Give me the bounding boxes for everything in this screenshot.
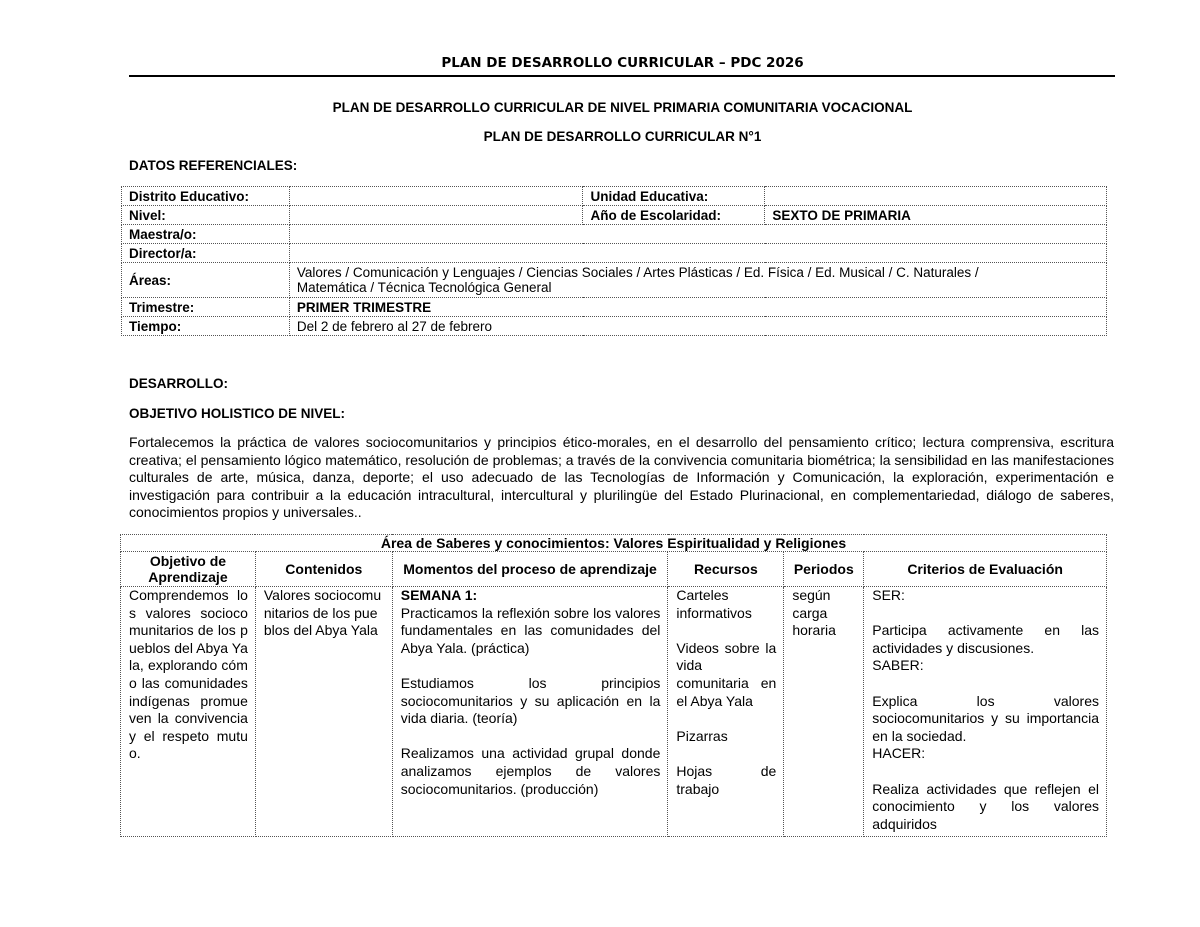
trimestre-value: PRIMER TRIMESTRE	[289, 298, 1106, 317]
momentos-cell	[392, 587, 668, 837]
header-contenidos: Contenidos	[255, 552, 392, 587]
periodos-cell	[784, 587, 864, 837]
section-desarrollo: DESARROLLO:	[129, 376, 228, 391]
director-label: Director/a:	[122, 244, 290, 263]
distrito-value	[289, 187, 583, 206]
criterio-hacer-text: Realiza actividades que reflejen el conocimiento y los valores adquiridos	[872, 780, 1099, 832]
unidad-label: Unidad Educativa:	[583, 187, 765, 206]
objetivo-cell	[121, 587, 256, 837]
anio-value: SEXTO DE PRIMARIA	[765, 206, 1107, 225]
document-subtitle: PLAN DE DESARROLLO CURRICULAR N°1	[483, 129, 762, 144]
content-row	[121, 587, 1107, 837]
semana-label: SEMANA 1:	[400, 587, 478, 603]
criterio-saber-text: Explica los valores sociocomunitarios y su importancia en la sociedad.	[872, 692, 1099, 744]
areas-value	[289, 263, 1106, 298]
page-header-title: PLAN DE DESARROLLO CURRICULAR – PDC 2026	[441, 55, 804, 71]
objetivo-text: Comprendemos los valores sociocomunitarios de los pueblos del Abya Yala, explorando cómo las comunidades indígenas promueven la convivencia y el respeto mutuo.	[129, 587, 248, 762]
criterio-ser-text: Participa activamente en las actividades y discusiones.	[872, 622, 1099, 656]
areas-value-line2: Matemática / Técnica Tecnológica General	[296, 280, 552, 295]
ref-row-nivel	[122, 206, 1107, 225]
unidad-value	[765, 187, 1107, 206]
header-periodos: Periodos	[784, 552, 864, 587]
recurso-hojas: Hojas de trabajo	[676, 762, 777, 797]
header-recursos: Recursos	[668, 552, 784, 587]
ref-row-areas	[122, 263, 1107, 298]
areas-label: Áreas:	[122, 263, 290, 298]
header-objetivo: Objetivo de Aprendizaje	[121, 552, 256, 587]
section-datos-referenciales: DATOS REFERENCIALES:	[129, 158, 298, 173]
referential-data-table	[121, 186, 1107, 336]
ref-row-director	[122, 244, 1107, 263]
periodos-text: según carga horaria	[792, 587, 836, 639]
tiempo-label: Tiempo:	[122, 317, 290, 336]
nivel-label: Nivel:	[122, 206, 290, 225]
momento-produccion: Realizamos una actividad grupal donde analizamos ejemplos de valores sociocomunitarios. (producción)	[400, 745, 661, 797]
momento-practica: Practicamos la reflexión sobre los valores fundamentales en las comunidades del Abya Yala. (práctica)	[400, 604, 661, 656]
area-title-row	[121, 535, 1107, 552]
area-title: Área de Saberes y conocimientos: Valores Espiritualidad y Religiones	[121, 535, 1107, 552]
momento-teoria: Estudiamos los principios sociocomunitarios y su aplicación en la vida diaria. (teoría)	[400, 674, 661, 727]
contenidos-text: Valores sociocomunitarios de los pueblos del Abya Yala	[263, 587, 382, 639]
criterio-saber-label: SABER:	[872, 657, 924, 674]
header-momentos: Momentos del proceso de aprendizaje	[392, 552, 668, 587]
anio-label: Año de Escolaridad:	[583, 206, 765, 225]
maestra-value	[289, 225, 1106, 244]
trimestre-label: Trimestre:	[122, 298, 290, 317]
recursos-cell	[668, 587, 784, 837]
criterios-cell	[864, 587, 1107, 837]
criterio-ser-label: SER:	[872, 587, 905, 603]
document-title: PLAN DE DESARROLLO CURRICULAR DE NIVEL PRIMARIA COMUNITARIA VOCACIONAL	[332, 100, 913, 115]
nivel-value	[289, 206, 583, 225]
criterio-hacer-label: HACER:	[872, 745, 926, 762]
objetivo-holistico-text: Fortalecemos la práctica de valores sociocomunitarios y principios ético-morales, en el desarrollo del pensamiento crítico; lectura comprensiva, escritura creativa; el pensamiento lógico matemático, resolución de problemas; a través de la convivencia comunitaria biométrica; la sensibilidad en las manifestaciones culturales de arte, música, danza, deporte; el uso adecuado de las Tecnologías de Información y Comunicación, la exploración, experimentación e investigación para contribuir a la educación intracultural, intercultural y plurilingüe del Estado Plurinacional, en complementariedad, diálogo de saberes, conocimientos propios y universales..	[129, 434, 1114, 521]
director-value	[289, 244, 1106, 263]
recurso-pizarras: Pizarras	[676, 727, 728, 744]
header-rule	[129, 75, 1115, 77]
contenidos-cell	[255, 587, 392, 837]
learning-plan-table	[120, 534, 1107, 837]
areas-value-line1: Valores / Comunicación y Lenguajes / Ciencias Sociales / Artes Plásticas / Ed. Física / Ed. Musical / C. Naturales /	[296, 265, 979, 280]
maestra-label: Maestra/o:	[122, 225, 290, 244]
distrito-label: Distrito Educativo:	[122, 187, 290, 206]
ref-row-trimestre	[122, 298, 1107, 317]
ref-row-tiempo	[122, 317, 1107, 336]
column-header-row	[121, 552, 1107, 587]
ref-row-maestra	[122, 225, 1107, 244]
ref-row-distrito	[122, 187, 1107, 206]
tiempo-value: Del 2 de febrero al 27 de febrero	[289, 317, 1106, 336]
section-objetivo-holistico: OBJETIVO HOLISTICO DE NIVEL:	[129, 406, 346, 421]
recurso-carteles: Carteles informativos	[676, 587, 752, 621]
header-criterios: Criterios de Evaluación	[864, 552, 1107, 587]
recurso-videos: Videos sobre la vida comunitaria en el Abya Yala	[676, 639, 777, 709]
